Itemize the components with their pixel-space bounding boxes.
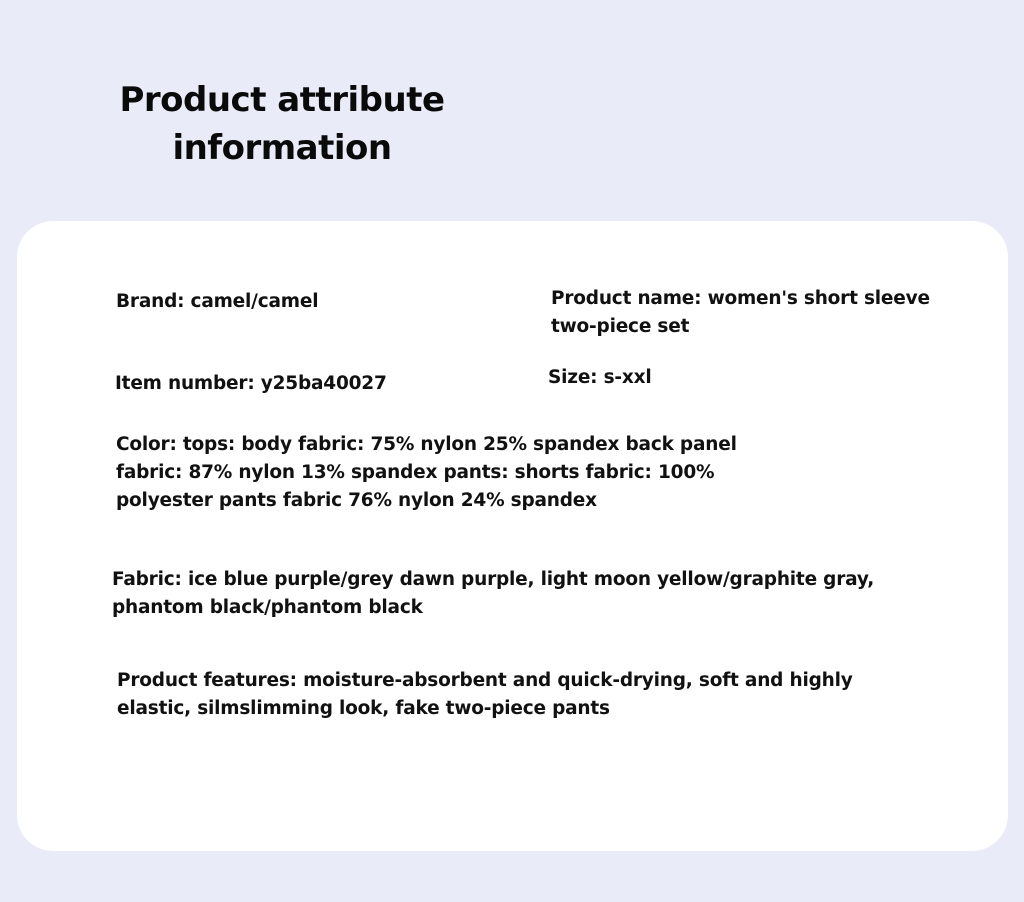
color-attribute: Color: tops: body fabric: 75% nylon 25% spandex back panel fabric: 87% nylon 13% spandex pants: shorts fabric: 100% polyester pants fabric 76% nylon 24% spandex <box>116 434 737 511</box>
fabric-attribute: Fabric: ice blue purple/grey dawn purple, light moon yellow/graphite gray, phantom black/phantom black <box>112 569 875 618</box>
brand-attribute: Brand: camel/camel <box>116 291 319 312</box>
attribute-card <box>17 221 1008 851</box>
product-features-attribute: Product features: moisture-absorbent and quick-drying, soft and highly elastic, silmslimming look, fake two-piece pants <box>117 670 853 719</box>
page-title: Product attribute information <box>119 80 445 168</box>
product-name-attribute: Product name: women's short sleeve two-piece set <box>551 288 930 337</box>
size-attribute: Size: s-xxl <box>548 367 652 388</box>
item-number-attribute: Item number: y25ba40027 <box>115 373 387 394</box>
